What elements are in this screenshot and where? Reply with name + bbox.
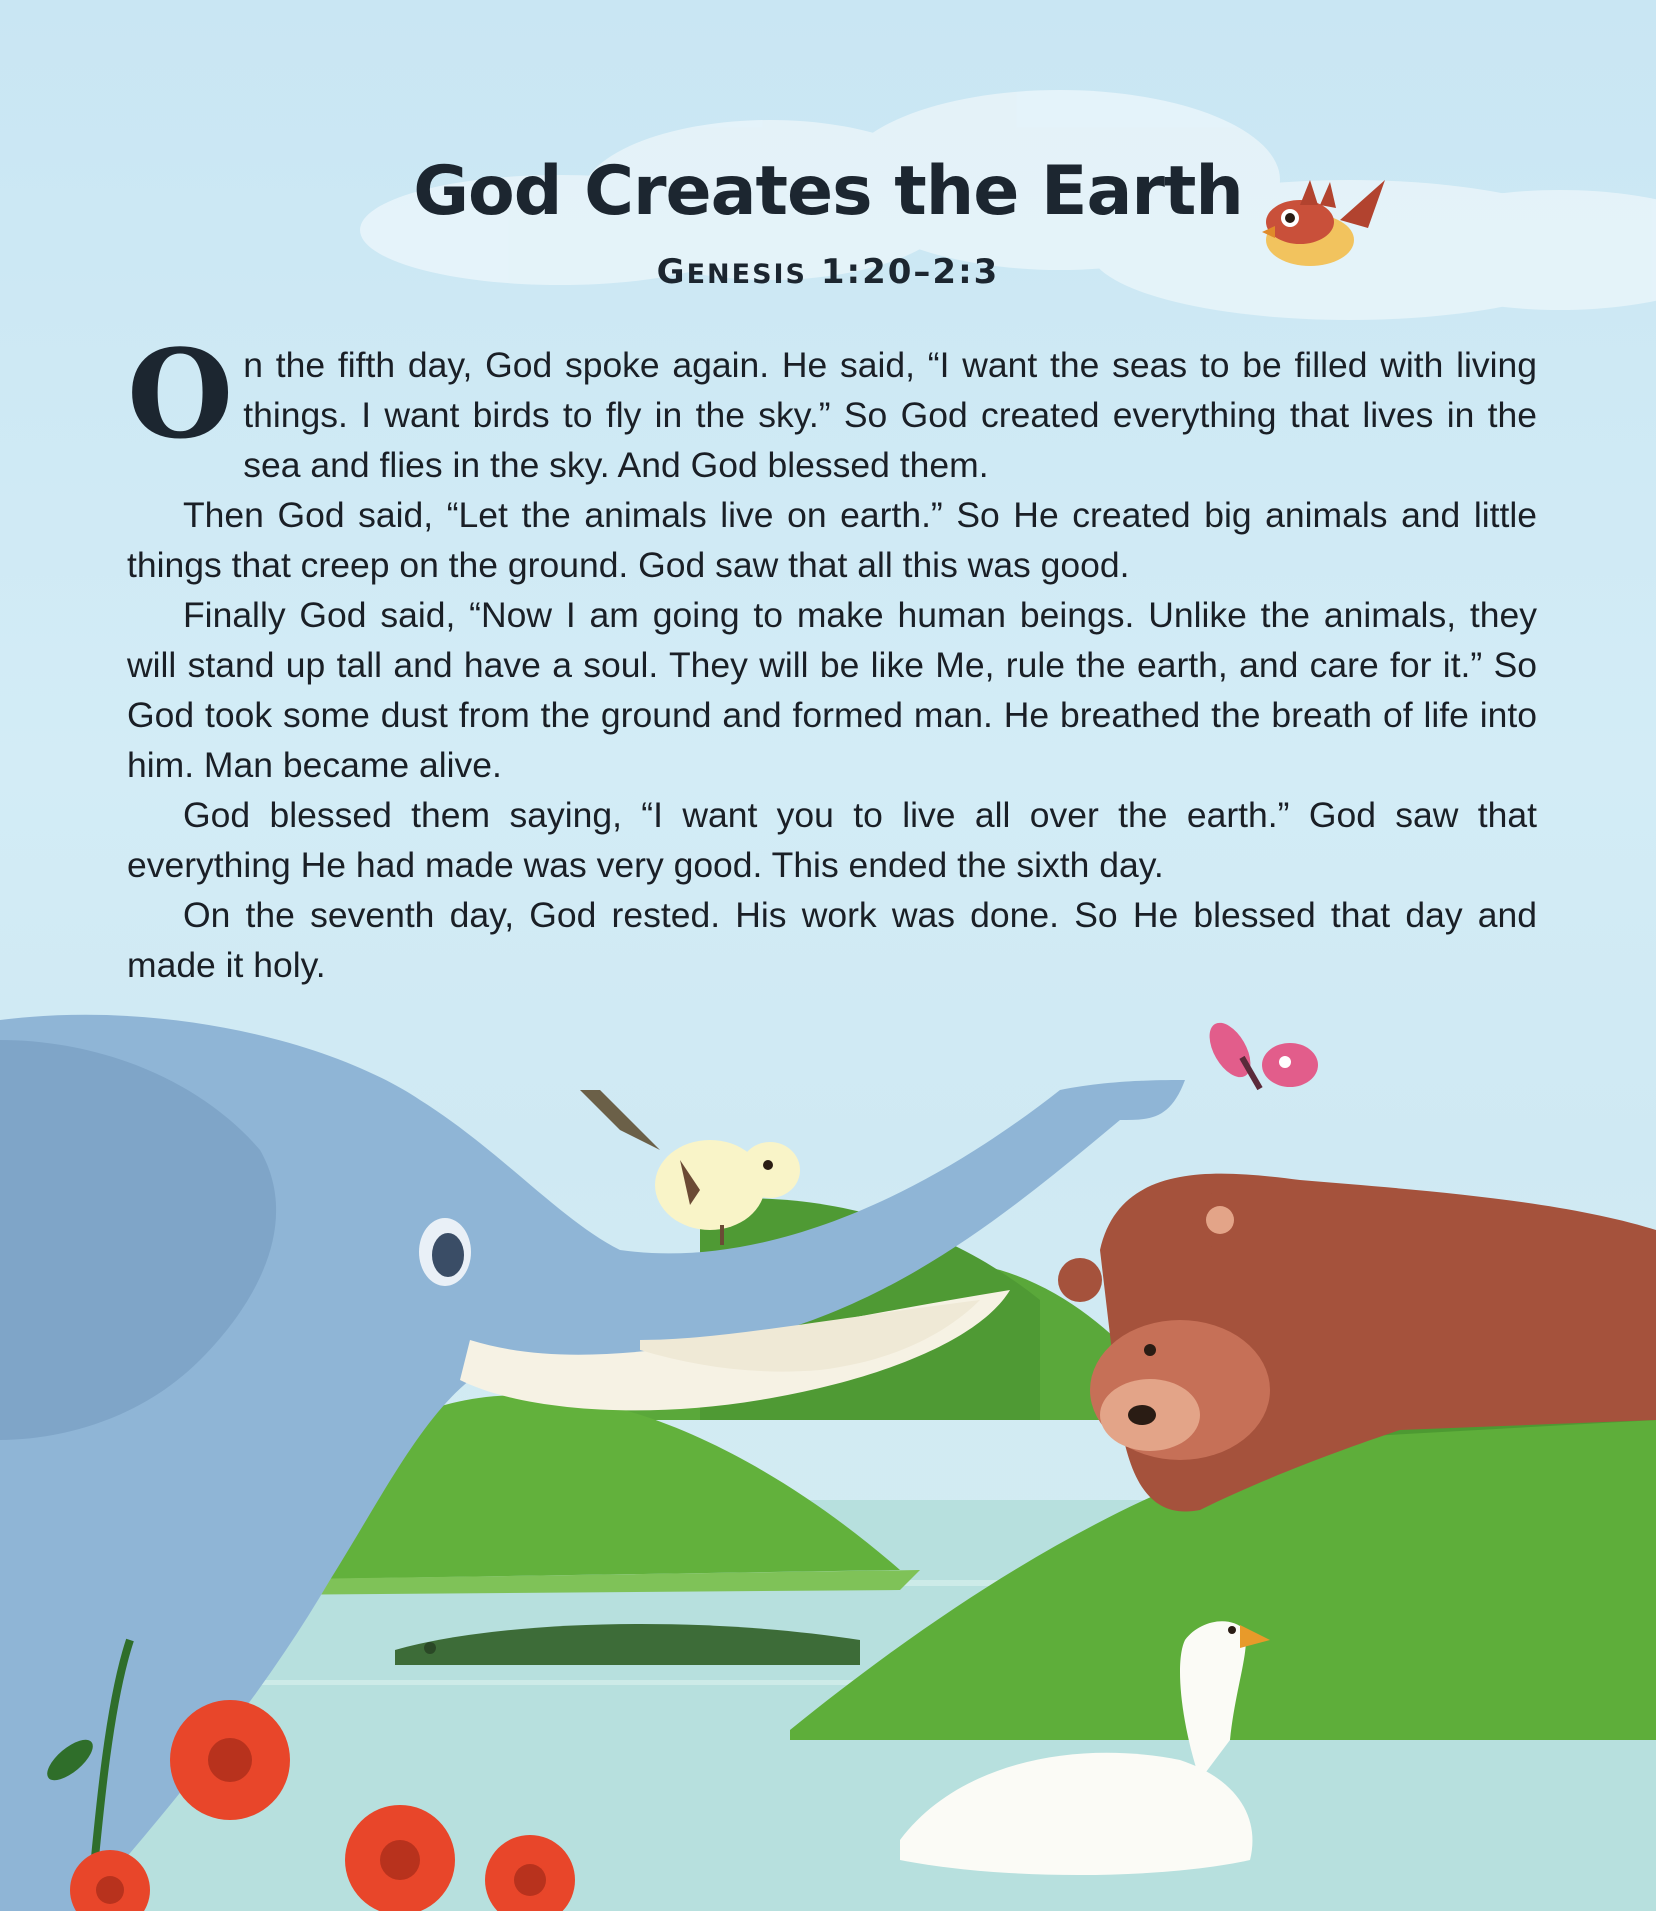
- story-paragraph: Then God said, “Let the animals live on earth.” So He created big animals and little things that creep on the ground. God saw that all this was good.: [127, 495, 1537, 585]
- page-title: God Creates the Earth: [413, 152, 1243, 231]
- reference-verses: 1:20–2:3: [820, 252, 1000, 292]
- drop-cap: O: [127, 322, 234, 466]
- story-paragraph: Finally God said, “Now I am going to make human beings. Unlike the animals, they will stand up tall and have a soul. They will be like Me, rule the earth, and care for it.” So God took some dust from the ground and formed man. He breathed the breath of life into him. Man became alive.: [127, 595, 1537, 785]
- story-text: [127, 322, 1537, 990]
- scripture-reference: [0, 252, 1656, 292]
- story-paragraph-text: n the fifth day, God spoke again. He said, “I want the seas to be filled with living things. I want birds to fly in the sky.” So God created everything that lives in the sea and flies in the sky. And God blessed them.: [243, 345, 1537, 485]
- story-paragraph: [127, 322, 1537, 490]
- story-paragraph: On the seventh day, God rested. His work was done. So He blessed that day and made it holy.: [127, 895, 1537, 985]
- reference-book: GENESIS: [656, 252, 807, 292]
- butterfly-icon: [1201, 1016, 1318, 1090]
- story-paragraph: God blessed them saying, “I want you to live all over the earth.” God saw that everything He had made was very good. This ended the sixth day.: [127, 795, 1537, 885]
